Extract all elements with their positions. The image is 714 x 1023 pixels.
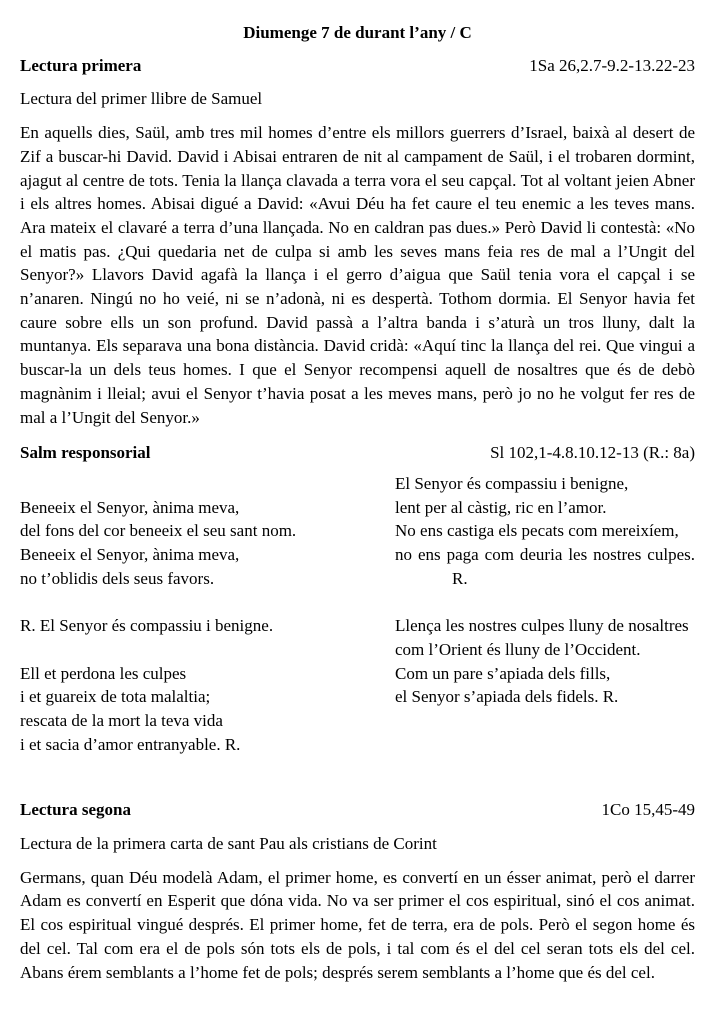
psalm-verse: no ens paga com deuria les nostres culpes. R.: [395, 545, 695, 588]
psalm-verse: Beneeix el Senyor, ànima meva,: [20, 545, 240, 565]
section-second-reading: [20, 798, 695, 984]
first-reading-heading: Lectura primera: [20, 55, 142, 75]
psalm-verse: Beneeix el Senyor, ànima meva,: [20, 497, 240, 517]
psalm-verse: com l’Orient és lluny de l’Occident.: [395, 639, 641, 659]
psalm-verse: i et guareix de tota malaltia;: [20, 687, 211, 707]
psalm-verse: rescata de la mort la teva vida: [20, 710, 223, 730]
psalm-refrain: R. El Senyor és compassiu i benigne.: [20, 616, 274, 636]
section-first-reading: [20, 54, 695, 430]
second-reading-body: Germans, quan Déu modelà Adam, el primer home, es convertí en un ésser animat, però el darrer Adam es convertí en Esperit que dóna vida. No va ser primer el cos espiritual, sinó el cos animat. El cos espiritual vingué després. El primer home, fet de terra, era de pols. Però el segon home és del cel. Tal com era el de pols són tots els de pols, i tal com és el del cel seran tots els del cel. Abans érem semblants a l’home fet de pols; després serem semblants a l’home que és del cel.: [20, 867, 695, 982]
psalm-right-stanza-1: [395, 472, 695, 591]
page-title: Diumenge 7 de durant l’any / C: [243, 23, 472, 42]
psalm-reference: Sl 102,1-4.8.10.12-13 (R.: 8a): [490, 443, 695, 463]
psalm-verse: Llença les nostres culpes lluny de nosaltres: [395, 616, 689, 636]
section-psalm: [20, 441, 695, 756]
second-reading-source: Lectura de la primera carta de sant Pau als cristians de Corint: [20, 834, 437, 854]
second-reading-heading-row: [20, 798, 695, 822]
psalm-heading-row: [20, 441, 695, 465]
second-reading-reference: 1Co 15,45-49: [601, 800, 695, 820]
psalm-verse: el Senyor s’apiada dels fidels. R.: [395, 687, 619, 707]
first-reading-body: En aquells dies, Saül, amb tres mil homes d’entre els millors guerrers d’Israel, baixà al desert de Zif a buscar-hi David. David i Abisai entraren de nit al campament de Saül, i el trobaren dormint, ajagut al centre de tots. Tenia la llança clavada a terra vora el seu capçal. Tot al voltant jeien Abner i els altres homes. Abisai digué a David: «Avui Déu ha fet caure el teu enemic a les teves mans. Ara mateix el clavaré a terra d’una llançada. No en caldran pas dues.» Però David li contestà: «No el matis pas. ¿Qui quedaria net de culpa si amb les seves mans feia res de mal a l’Ungit del Senyor?» Llavors David agafà la llança i el gerro d’aigua que Saül tenia vora el capçal i se n’anaren. Ningú no ho veié, ni se n’adonà, ni es despertà. Tothom dormia. El Senyor havia fet caure sobre ells un son profund. David passà a l’altra banda i s’aturà un tros lluny, dalt la muntanya. Els separava una bona distància. David cridà: «Aquí tinc la llança del rei. Que vingui a buscar-la un dels teus homes. I que el Senyor recompensi aquell de nosaltres que és de debò magnànim i lleial; avui el Senyor t’havia posat a les meves mans, però jo no he volgut fer res de mal a l’Ungit del Senyor.»: [20, 123, 695, 427]
psalm-verse: Com un pare s’apiada dels fills,: [395, 663, 611, 683]
psalm-verse: no t’oblidis dels seus favors.: [20, 568, 215, 588]
first-reading-source: Lectura del primer llibre de Samuel: [20, 89, 263, 109]
psalm-heading: Salm responsorial: [20, 443, 151, 463]
first-reading-heading-row: [20, 54, 695, 78]
psalm-verse: lent per al càstig, ric en l’amor.: [395, 497, 607, 517]
psalm-column-right: [395, 472, 695, 756]
psalm-verse: Ell et perdona les culpes: [20, 663, 187, 683]
psalm-left-stanza-2: [20, 662, 367, 757]
psalm-verse: No ens castiga els pecats com mereixíem,: [395, 521, 679, 541]
first-reading-reference: 1Sa 26,2.7-9.2-13.22-23: [529, 55, 695, 75]
psalm-columns: [20, 472, 695, 756]
psalm-verse: i et sacia d’amor entranyable. R.: [20, 734, 241, 754]
psalm-column-left: [20, 472, 367, 756]
psalm-verse: del fons del cor beneeix el seu sant nom.: [20, 521, 297, 541]
psalm-right-stanza-2: [395, 614, 695, 709]
second-reading-heading: Lectura segona: [20, 800, 131, 820]
psalm-verse: El Senyor és compassiu i benigne,: [395, 473, 629, 493]
psalm-left-stanza-1: [20, 496, 367, 591]
